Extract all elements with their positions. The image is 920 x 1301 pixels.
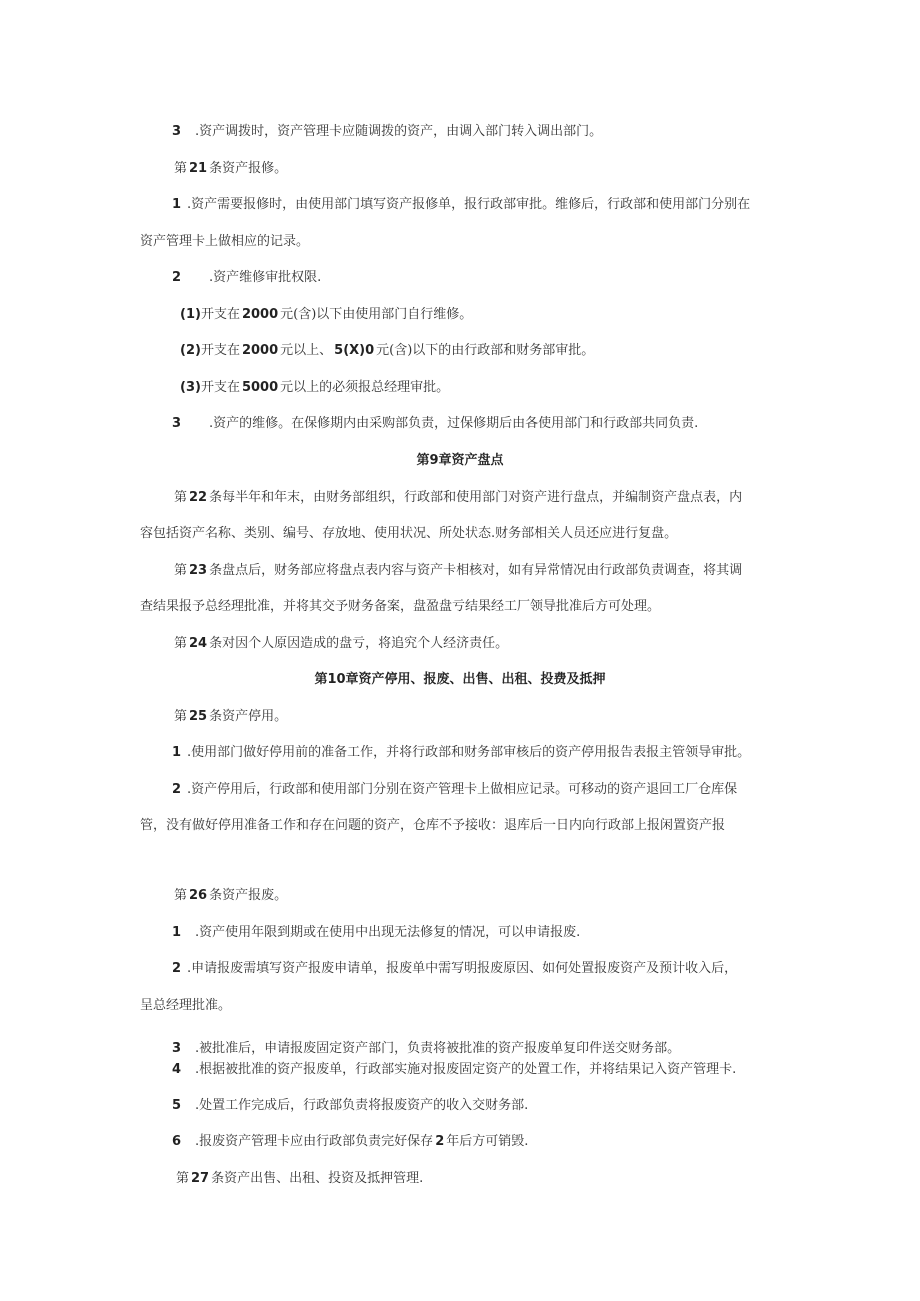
chapter-heading: 第10章资产停用、报废、出售、出租、投费及抵押 bbox=[314, 672, 606, 687]
line-prefix: 第 bbox=[174, 490, 188, 505]
line-text: .资产停用后，行政部和使用部门分别在资产管理卡上做相应记录。可移动的资产退回工厂仓库保 bbox=[187, 782, 738, 797]
item-number: 1 bbox=[172, 197, 182, 212]
paragraph-line bbox=[172, 1061, 736, 1079]
line-text: 呈总经理批准。 bbox=[140, 998, 232, 1013]
line-text: 开支在 bbox=[200, 380, 240, 395]
paragraph-line bbox=[172, 744, 750, 762]
item-number: 2 bbox=[172, 782, 182, 797]
item-number: 2 bbox=[172, 270, 182, 285]
amount: 5(X)0 bbox=[334, 343, 375, 358]
article-number: 21 bbox=[189, 161, 208, 176]
paragraph-line bbox=[180, 342, 594, 360]
item-number: 3 bbox=[172, 124, 182, 139]
item-number: 3 bbox=[172, 1041, 182, 1056]
item-number: 2 bbox=[172, 961, 182, 976]
article-line bbox=[174, 562, 742, 580]
line-prefix: 第 bbox=[174, 161, 188, 176]
paragraph-line bbox=[180, 306, 472, 324]
article-number: 27 bbox=[191, 1171, 210, 1186]
amount: 5000 bbox=[241, 380, 279, 395]
article-number: 22 bbox=[189, 490, 208, 505]
line-text: .被批准后，申请报废固定资产部门，负责将被批准的资产报废单复印件送交财务部。 bbox=[195, 1041, 681, 1056]
line-text: 条盘点后，财务部应将盘点表内容与资产卡相核对，如有异常情况由行政部负责调查，将其调 bbox=[209, 563, 743, 578]
line-text: 资产管理卡上做相应的记录。 bbox=[140, 234, 310, 249]
line-text: 元(含)以下由使用部门自行维修。 bbox=[280, 307, 473, 322]
line-text: 元以上、 bbox=[280, 343, 333, 358]
paragraph-line bbox=[172, 1133, 528, 1151]
paragraph-line bbox=[140, 233, 309, 251]
paragraph-line bbox=[140, 525, 677, 543]
line-text: 元(含)以下的由行政部和财务部审批。 bbox=[376, 343, 595, 358]
line-text: 条资产报废。 bbox=[209, 888, 288, 903]
line-prefix: 第 bbox=[174, 709, 188, 724]
paragraph-line bbox=[172, 415, 698, 433]
item-number: (2) bbox=[180, 343, 201, 358]
line-text: .资产需要报修时，由使用部门填写资产报修单，报行政部审批。维修后，行政部和使用部门分别在 bbox=[187, 197, 751, 212]
article-number: 24 bbox=[189, 636, 208, 651]
line-text: 开支在 bbox=[200, 307, 240, 322]
item-number: 6 bbox=[172, 1134, 182, 1149]
line-prefix: 第 bbox=[174, 563, 188, 578]
paragraph-line bbox=[172, 1097, 528, 1115]
line-text: 条对因个人原因造成的盘亏，将追究个人经济责任。 bbox=[209, 636, 509, 651]
article-line bbox=[174, 489, 742, 507]
line-text: 条每半年和年末，由财务部组织，行政部和使用部门对资产进行盘点，并编制资产盘点表，内 bbox=[209, 490, 743, 505]
item-number: 5 bbox=[172, 1098, 182, 1113]
chapter-heading: 第9章资产盘点 bbox=[416, 453, 504, 468]
item-number: 4 bbox=[172, 1062, 182, 1077]
amount: 2000 bbox=[241, 343, 279, 358]
paragraph-line bbox=[140, 598, 660, 616]
line-text: .根据被批准的资产报废单，行政部实施对报废固定资产的处置工作，并将结果记入资产管理卡. bbox=[195, 1062, 737, 1077]
paragraph-line bbox=[172, 196, 750, 214]
article-line bbox=[174, 887, 287, 905]
article-line bbox=[174, 160, 287, 178]
item-number: 3 bbox=[172, 416, 182, 431]
paragraph-line bbox=[140, 997, 231, 1015]
item-number: 1 bbox=[172, 745, 182, 760]
item-number: 1 bbox=[172, 925, 182, 940]
line-text: .资产调拨时，资产管理卡应随调拨的资产，由调入部门转入调出部门。 bbox=[195, 124, 603, 139]
line-prefix: 第 bbox=[174, 636, 188, 651]
line-text: .使用部门做好停用前的准备工作，并将行政部和财务部审核后的资产停用报告表报主管领导审批。 bbox=[187, 745, 751, 760]
amount: 2000 bbox=[241, 307, 279, 322]
paragraph-line bbox=[172, 123, 602, 141]
line-text: .报废资产管理卡应由行政部负责完好保存 bbox=[195, 1134, 434, 1149]
item-number: (1) bbox=[180, 307, 201, 322]
line-text: .资产维修审批权限. bbox=[209, 270, 322, 285]
line-text: 管，没有做好停用准备工作和存在问题的资产，仓库不予接收：退库后一日内向行政部上报闲置资产报 bbox=[140, 818, 726, 833]
article-line bbox=[176, 1170, 423, 1188]
line-text: .处置工作完成后，行政部负责将报废资产的收入交财务部. bbox=[195, 1098, 529, 1113]
item-number: (3) bbox=[180, 380, 201, 395]
line-text: 元以上的必须报总经理审批。 bbox=[280, 380, 450, 395]
paragraph-line bbox=[180, 379, 449, 397]
line-text: .申请报废需填写资产报废申请单，报废单中需写明报废原因、如何处置报废资产及预计收入后， bbox=[187, 961, 738, 976]
paragraph-line bbox=[172, 269, 321, 287]
line-text: 条资产报修。 bbox=[209, 161, 288, 176]
amount: 2 bbox=[435, 1134, 445, 1149]
article-number: 23 bbox=[189, 563, 208, 578]
paragraph-line bbox=[172, 1040, 680, 1058]
line-text: .资产使用年限到期或在使用中出现无法修复的情况，可以申请报废. bbox=[195, 925, 581, 940]
paragraph-line bbox=[172, 924, 580, 942]
line-text: 查结果报予总经理批准，并将其交予财务备案，盘盈盘亏结果经工厂领导批准后方可处理。 bbox=[140, 599, 661, 614]
line-text: 年后方可销毁. bbox=[446, 1134, 529, 1149]
paragraph-line bbox=[172, 960, 737, 978]
line-text: 条资产出售、出租、投资及抵押管理. bbox=[211, 1171, 424, 1186]
line-text: 条资产停用。 bbox=[209, 709, 288, 724]
paragraph-line bbox=[172, 781, 737, 799]
line-text: 开支在 bbox=[200, 343, 240, 358]
paragraph-line bbox=[140, 817, 725, 835]
line-prefix: 第 bbox=[174, 888, 188, 903]
article-number: 25 bbox=[189, 709, 208, 724]
line-prefix: 第 bbox=[176, 1171, 190, 1186]
article-line bbox=[174, 708, 287, 726]
line-text: 容包括资产名称、类别、编号、存放地、使用状况、所处状态.财务部相关人员还应进行复盘。 bbox=[140, 526, 678, 541]
article-number: 26 bbox=[189, 888, 208, 903]
article-line bbox=[174, 635, 508, 653]
line-text: .资产的维修。在保修期内由采购部负责，过保修期后由各使用部门和行政部共同负责. bbox=[209, 416, 699, 431]
